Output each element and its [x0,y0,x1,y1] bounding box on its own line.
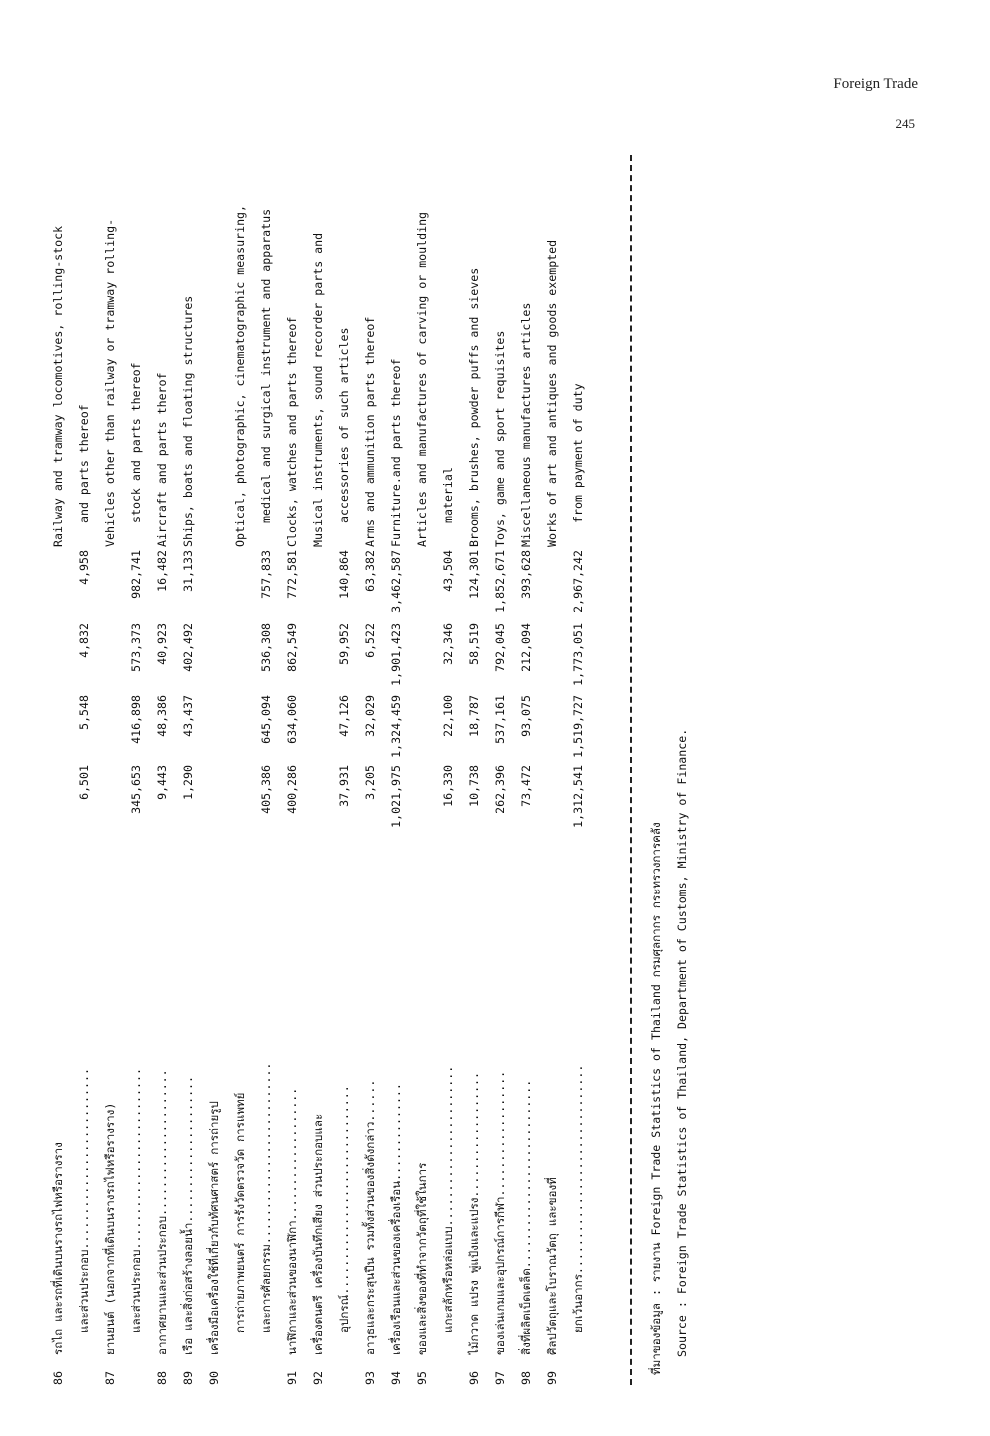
table-bottom-rule [630,155,632,1385]
english-description-line-1: Optical, photographic, cinematographic measuring, [233,204,247,547]
value-col-3: 1,901,423 [389,623,403,686]
value-col-3: 573,373 [129,623,143,672]
value-col-1: 1,021,975 [389,765,403,828]
thai-description-line-1: นาฬิกาและส่วนของนาฬิกา................... [285,1087,299,1355]
page-number: 245 [895,116,915,131]
thai-description-line-1: อากาศยานและส่วนประกอบ..................... [155,1069,169,1355]
value-col-4: 140,864 [337,550,351,599]
english-description-line-1: Aircraft and parts therof [155,372,169,547]
thai-description-line-1: ศิลปวัตถุและโบราณวัตถุ และของที่ [545,1177,559,1355]
thai-description-line-1: เครื่องเรือนและส่วนของเครื่องเรือน.............. [389,1083,403,1355]
thai-description-line-1: รถไถ และรถที่เดินบนรางรถไฟหรือรางราง [51,1142,65,1355]
rotated-table [45,155,745,1385]
value-col-3: 4,832 [77,623,91,658]
hs-code: 98 [519,1371,533,1385]
english-description-line-1: Brooms, brushes, powder puffs and sieves [467,267,481,547]
english-description-line-1: Articles and manufactures of carving or moulding [415,211,429,547]
value-col-4: 124,301 [467,550,481,599]
value-col-1: 345,653 [129,765,143,814]
hs-code: 90 [207,1371,221,1385]
english-description-line-1: Musical instruments, sound recorder parts and [311,232,325,547]
hs-code: 86 [51,1371,65,1385]
value-col-2: 5,548 [77,695,91,730]
thai-description-line-2: และส่วนประกอบ.......................... [77,1068,91,1333]
hs-code: 96 [467,1371,481,1385]
english-description-line-1: Clocks, watches and parts thereof [285,316,299,547]
english-description-line-2: from payment of duty [571,383,585,523]
value-col-3: 6,522 [363,623,377,658]
value-col-1: 405,386 [259,765,273,814]
value-col-1: 1,290 [181,765,195,800]
english-description-line-2: and parts thereof [77,404,91,523]
value-col-3: 59,952 [337,623,351,665]
value-col-2: 18,787 [467,695,481,737]
value-col-2: 1,324,459 [389,695,403,758]
hs-code: 93 [363,1371,377,1385]
value-col-1: 73,472 [519,765,533,807]
value-col-4: 393,628 [519,550,533,599]
english-description-line-2: stock and parts thereof [129,362,143,523]
source-note-english: Source : Foreign Trade Statistics of Thailand, Department of Customs, Ministry of Finance. [675,728,689,1357]
thai-description-line-1: สิ่งที่ผลิตเบ็ดเตล็ด........................... [519,1079,533,1355]
thai-description-line-1: ยานยนต์ (นอกจากที่เดินบนรางรถไฟหรือรางราง) [103,1102,117,1355]
value-col-3: 1,773,051 [571,623,585,686]
value-col-1: 37,931 [337,765,351,807]
value-col-4: 31,133 [181,550,195,592]
value-col-4: 3,462,587 [389,550,403,613]
thai-description-line-1: ไม้กวาด แปรง พู่แป้งและแปรง.................. [467,1071,481,1355]
english-description-line-1: Arms and ammunition parts thereof [363,316,377,547]
value-col-4: 43,504 [441,550,455,592]
hs-code: 91 [285,1371,299,1385]
thai-description-line-1: เครื่องมือเครื่องใช้ที่เกี่ยวกับทัศนศาสตร์ การถ่ายรูป [207,1101,221,1355]
hs-code: 99 [545,1371,559,1385]
value-col-2: 1,519,727 [571,695,585,758]
english-description-line-2: medical and surgical instrument and apparatus [259,208,273,523]
value-col-4: 982,741 [129,550,143,599]
thai-description-line-2: การถ่ายภาพยนตร์ การรังวัดตรวจวัด การแพทย์ [233,1092,247,1333]
value-col-4: 1,852,671 [493,550,507,613]
hs-code: 89 [181,1371,195,1385]
value-col-1: 400,286 [285,765,299,814]
value-col-1: 3,205 [363,765,377,800]
english-description-line-1: Toys, game and sport requisites [493,330,507,547]
value-col-3: 212,094 [519,623,533,672]
value-col-4: 772,581 [285,550,299,599]
english-description-line-1: Miscellaneous manufactures articles [519,302,533,547]
thai-description-line-1: เครื่องดนตรี เครื่องบันทึกเสียง ส่วนประกอบและ [311,1113,325,1355]
thai-description-line-2: แกะสลักหรือหล่อแบบ....................... [441,1065,455,1333]
thai-description-line-2: ยกเว้นอากร.............................. [571,1064,585,1333]
thai-description-line-2: อุปกรณ์.............................. [337,1085,351,1333]
thai-description-line-3: และการศัลยกรรม.......................... [259,1062,273,1333]
english-description-line-1: Furniture.and parts thereof [389,358,403,547]
value-col-3: 536,308 [259,623,273,672]
value-col-2: 645,094 [259,695,273,744]
value-col-2: 416,898 [129,695,143,744]
value-col-1: 262,396 [493,765,507,814]
value-col-1: 6,501 [77,765,91,800]
source-note-thai: ที่มาของข้อมูล : รายงาน Foreign Trade Statistics of Thailand กรมศุลกากร กระทรวงการคลัง [649,822,663,1375]
thai-description-line-1: อาวุธและกระสุนปืน รวมทั้งส่วนของสิ่งดังกล่าว...... [363,1079,377,1355]
value-col-4: 757,833 [259,550,273,599]
value-col-3: 402,492 [181,623,195,672]
value-col-4: 2,967,242 [571,550,585,613]
value-col-4: 4,958 [77,550,91,585]
value-col-2: 634,060 [285,695,299,744]
english-description-line-1: Vehicles other than railway or tramway rolling- [103,218,117,547]
value-col-1: 9,443 [155,765,169,800]
thai-description-line-2: และส่วนประกอบ.......................... [129,1068,143,1333]
thai-description-line-1: เรือ และสิ่งก่อสร้างลอยน้ำ..................... [181,1075,195,1355]
english-description-line-1: Works of art and antiques and goods exempted [545,239,559,547]
hs-code: 95 [415,1371,429,1385]
value-col-2: 47,126 [337,695,351,737]
english-description-line-1: Railway and tramway locomotives, rolling-stock [51,225,65,547]
hs-code: 92 [311,1371,325,1385]
hs-code: 94 [389,1371,403,1385]
value-col-2: 43,437 [181,695,195,737]
english-description-line-2: material [441,467,455,523]
value-col-1: 1,312,541 [571,765,585,828]
thai-description-line-1: ของเล่นเกมและอุปกรณ์การกีฬา.................. [493,1070,507,1355]
value-col-1: 10,738 [467,765,481,807]
value-col-3: 32,346 [441,623,455,665]
thai-description-line-1: ของและสิ่งของที่ทำจากวัตถุที่ใช้ในการ [415,1162,429,1355]
value-col-4: 63,382 [363,550,377,592]
value-col-2: 537,161 [493,695,507,744]
value-col-3: 862,549 [285,623,299,672]
hs-code: 88 [155,1371,169,1385]
value-col-1: 16,330 [441,765,455,807]
value-col-3: 58,519 [467,623,481,665]
value-col-2: 48,386 [155,695,169,737]
hs-code: 97 [493,1371,507,1385]
value-col-2: 32,029 [363,695,377,737]
hs-code: 87 [103,1371,117,1385]
value-col-3: 40,923 [155,623,169,665]
english-description-line-2: accessories of such articles [337,327,351,523]
page-header-title: Foreign Trade [833,76,918,92]
english-description-line-1: Ships, boats and floating structures [181,295,195,547]
value-col-2: 22,100 [441,695,455,737]
value-col-4: 16,482 [155,550,169,592]
value-col-2: 93,075 [519,695,533,737]
value-col-3: 792,045 [493,623,507,672]
